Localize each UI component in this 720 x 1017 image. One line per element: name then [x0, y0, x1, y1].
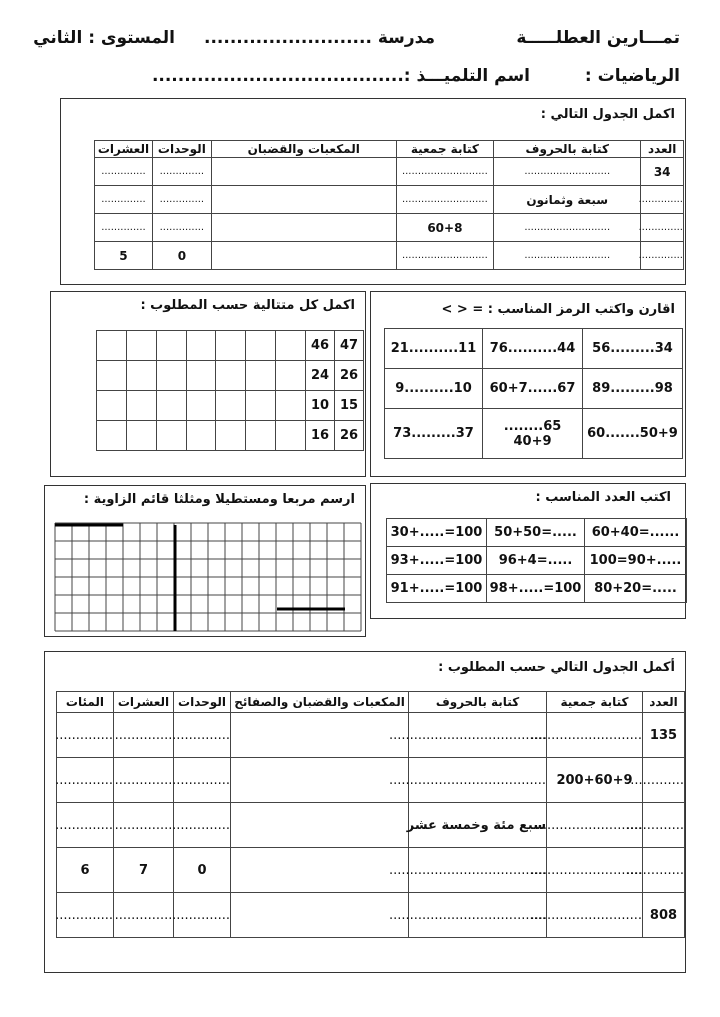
table-row — [385, 329, 683, 369]
table-cell — [211, 186, 396, 214]
table-row — [95, 158, 684, 186]
fill-cell: 96+4=..... — [487, 547, 585, 575]
table-cell: .............. — [57, 758, 114, 803]
compare-cell: 89.........98 — [583, 369, 683, 409]
table-row — [97, 361, 364, 391]
column-header: المكعبات والقضبان — [211, 141, 396, 158]
sequence-cell: 26 — [335, 421, 364, 451]
table-row — [57, 713, 685, 758]
table-cell: .............. — [174, 893, 231, 938]
sequence-blank-cell[interactable] — [156, 421, 186, 451]
table-row — [57, 848, 685, 893]
fill-cell: 30+.....=100 — [387, 519, 487, 547]
table-row — [97, 421, 364, 451]
compare-cell: 9..........10 — [385, 369, 483, 409]
sequence-blank-cell[interactable] — [97, 421, 127, 451]
table-row — [385, 409, 683, 459]
table-cell: .............. — [152, 186, 211, 214]
table-cell: 34 — [641, 158, 684, 186]
table-cell: .............. — [114, 713, 174, 758]
table-cell: ........................... — [547, 803, 643, 848]
fill-cell: 93+.....=100 — [387, 547, 487, 575]
table-row — [95, 242, 684, 270]
table-cell: .............. — [152, 158, 211, 186]
fill-number-table — [386, 518, 687, 603]
sequence-blank-cell[interactable] — [97, 361, 127, 391]
table-cell: ........................... — [494, 242, 641, 270]
place-value-table-3digit — [56, 691, 685, 938]
sequence-blank-cell[interactable] — [276, 361, 306, 391]
section-title: اكتب العدد المناسب : — [535, 490, 671, 505]
table-cell — [231, 848, 409, 893]
table-cell: .............. — [643, 803, 685, 848]
table-cell: .............. — [641, 186, 684, 214]
table-cell: 7 — [114, 848, 174, 893]
table-cell: .............. — [57, 893, 114, 938]
place-value-table-2digit — [94, 140, 684, 270]
section-title: أكمل الجدول التالي حسب المطلوب : — [438, 660, 675, 675]
fill-cell: 98+.....=100 — [487, 575, 585, 603]
column-header: الوحدات — [152, 141, 211, 158]
compare-cell: ........65 40+9 — [483, 409, 583, 459]
table-row — [57, 803, 685, 848]
table-cell: ........................... — [396, 158, 493, 186]
table-row — [387, 547, 687, 575]
table-cell — [231, 803, 409, 848]
sequence-blank-cell[interactable] — [216, 391, 246, 421]
fill-cell: 60+40=...... — [585, 519, 687, 547]
sequence-cell: 10 — [306, 391, 335, 421]
table-cell: .............. — [641, 214, 684, 242]
table-row — [97, 331, 364, 361]
table-cell: .............. — [643, 758, 685, 803]
subject-label: الرياضيات : — [584, 66, 680, 86]
table-row — [385, 369, 683, 409]
compare-cell: 21..........11 — [385, 329, 483, 369]
table-row — [95, 186, 684, 214]
table-cell: .............. — [57, 803, 114, 848]
table-cell: .............. — [95, 186, 153, 214]
table-cell — [211, 158, 396, 186]
compare-cell: 76..........44 — [483, 329, 583, 369]
column-header: كتابة بالحروف — [494, 141, 641, 158]
sequence-blank-cell[interactable] — [156, 331, 186, 361]
fill-cell: 50+50=..... — [487, 519, 585, 547]
sequence-blank-cell[interactable] — [186, 421, 216, 451]
sequence-blank-cell[interactable] — [276, 421, 306, 451]
sequence-cell: 16 — [306, 421, 335, 451]
section-title: اكمل الجدول التالي : — [540, 107, 675, 122]
sequence-blank-cell[interactable] — [216, 331, 246, 361]
sequence-cell: 46 — [306, 331, 335, 361]
sequence-blank-cell[interactable] — [216, 361, 246, 391]
table-cell: .............. — [643, 848, 685, 893]
table-cell: ........................... — [494, 214, 641, 242]
column-header: كتابة جمعية — [547, 692, 643, 713]
table-cell: 808 — [643, 893, 685, 938]
sequence-blank-cell[interactable] — [126, 361, 156, 391]
table-cell: ...................................... — [409, 893, 547, 938]
column-header: كتابة بالحروف — [409, 692, 547, 713]
table-cell: سبعة وثمانون — [494, 186, 641, 214]
table-cell: ...................................... — [409, 848, 547, 893]
sequence-blank-cell[interactable] — [156, 391, 186, 421]
sequence-blank-cell[interactable] — [186, 361, 216, 391]
compare-cell: 60.......50+9 — [583, 409, 683, 459]
fill-cell: 100=90+..... — [585, 547, 687, 575]
compare-cell: 73.........37 — [385, 409, 483, 459]
sequence-blank-cell[interactable] — [156, 361, 186, 391]
sequence-cell: 24 — [306, 361, 335, 391]
table-row — [97, 391, 364, 421]
table-cell — [231, 893, 409, 938]
compare-table — [384, 328, 683, 459]
sequence-blank-cell[interactable] — [276, 391, 306, 421]
sequence-blank-cell[interactable] — [246, 391, 276, 421]
sequence-blank-cell[interactable] — [186, 331, 216, 361]
table-row — [57, 758, 685, 803]
sequence-blank-cell[interactable] — [246, 421, 276, 451]
student-name-field: اسم التلميـــذ :....................................... — [151, 66, 530, 86]
table-cell: 135 — [643, 713, 685, 758]
sequence-cell: 26 — [335, 361, 364, 391]
table-cell: 0 — [152, 242, 211, 270]
table-cell: .............. — [641, 242, 684, 270]
table-cell: .............. — [174, 803, 231, 848]
sequence-blank-cell[interactable] — [246, 361, 276, 391]
table-cell: 60+8 — [396, 214, 493, 242]
column-header: المئات — [57, 692, 114, 713]
table-row — [95, 214, 684, 242]
compare-cell: 60+7......67 — [483, 369, 583, 409]
column-header: الوحدات — [174, 692, 231, 713]
table-cell — [211, 242, 396, 270]
sequence-table — [96, 330, 364, 451]
table-cell: .............. — [114, 893, 174, 938]
column-header: العشرات — [114, 692, 174, 713]
table-cell: ........................... — [547, 713, 643, 758]
section-title: اكمل كل متتالية حسب المطلوب : — [140, 298, 355, 313]
school-field: مدرسة .......................... — [204, 28, 435, 48]
table-cell: .............. — [152, 214, 211, 242]
table-cell: .............. — [174, 758, 231, 803]
table-cell: .............. — [174, 713, 231, 758]
table-cell: .............. — [95, 158, 153, 186]
table-cell — [231, 758, 409, 803]
compare-cell: 56.........34 — [583, 329, 683, 369]
sequence-cell: 47 — [335, 331, 364, 361]
sequence-cell: 15 — [335, 391, 364, 421]
table-cell: ........................... — [547, 848, 643, 893]
table-cell: 5 — [95, 242, 153, 270]
drawing-grid[interactable] — [53, 521, 365, 633]
level-label: المستوى : الثاني — [33, 28, 175, 48]
table-row — [387, 575, 687, 603]
table-cell: .............. — [95, 214, 153, 242]
table-cell: 0 — [174, 848, 231, 893]
table-cell: .............. — [114, 758, 174, 803]
fill-cell: 80+20=..... — [585, 575, 687, 603]
table-cell: ........................... — [396, 242, 493, 270]
sequence-blank-cell[interactable] — [126, 331, 156, 361]
column-header: المكعبات والقضبان والصفائح — [231, 692, 409, 713]
table-cell: سبع مئة وخمسة عشر — [409, 803, 547, 848]
table-cell: 6 — [57, 848, 114, 893]
section-title: ارسم مربعا ومستطيلا ومثلثا قائم الزاوية : — [83, 492, 355, 507]
table-row — [57, 893, 685, 938]
sequence-blank-cell[interactable] — [97, 391, 127, 421]
sequence-blank-cell[interactable] — [126, 391, 156, 421]
worksheet-title: تمـــارين العطلـــــة — [516, 28, 680, 48]
table-row — [387, 519, 687, 547]
table-cell: ...................................... — [409, 758, 547, 803]
sequence-blank-cell[interactable] — [186, 391, 216, 421]
table-cell: ........................... — [547, 893, 643, 938]
table-cell: .............. — [57, 713, 114, 758]
table-cell: .............. — [114, 803, 174, 848]
column-header: العشرات — [95, 141, 153, 158]
table-cell: ...................................... — [409, 713, 547, 758]
sequence-blank-cell[interactable] — [126, 421, 156, 451]
table-cell: ........................... — [494, 158, 641, 186]
sequence-blank-cell[interactable] — [216, 421, 246, 451]
column-header: العدد — [641, 141, 684, 158]
section-title: اقارن واكتب الرمز المناسب : = < > — [441, 302, 675, 317]
table-cell — [231, 713, 409, 758]
table-cell — [211, 214, 396, 242]
sequence-blank-cell[interactable] — [276, 331, 306, 361]
table-cell: 200+60+9 — [547, 758, 643, 803]
table-cell: ........................... — [396, 186, 493, 214]
sequence-blank-cell[interactable] — [97, 331, 127, 361]
fill-cell: 91+.....=100 — [387, 575, 487, 603]
sequence-blank-cell[interactable] — [246, 331, 276, 361]
column-header: كتابة جمعية — [396, 141, 493, 158]
column-header: العدد — [643, 692, 685, 713]
